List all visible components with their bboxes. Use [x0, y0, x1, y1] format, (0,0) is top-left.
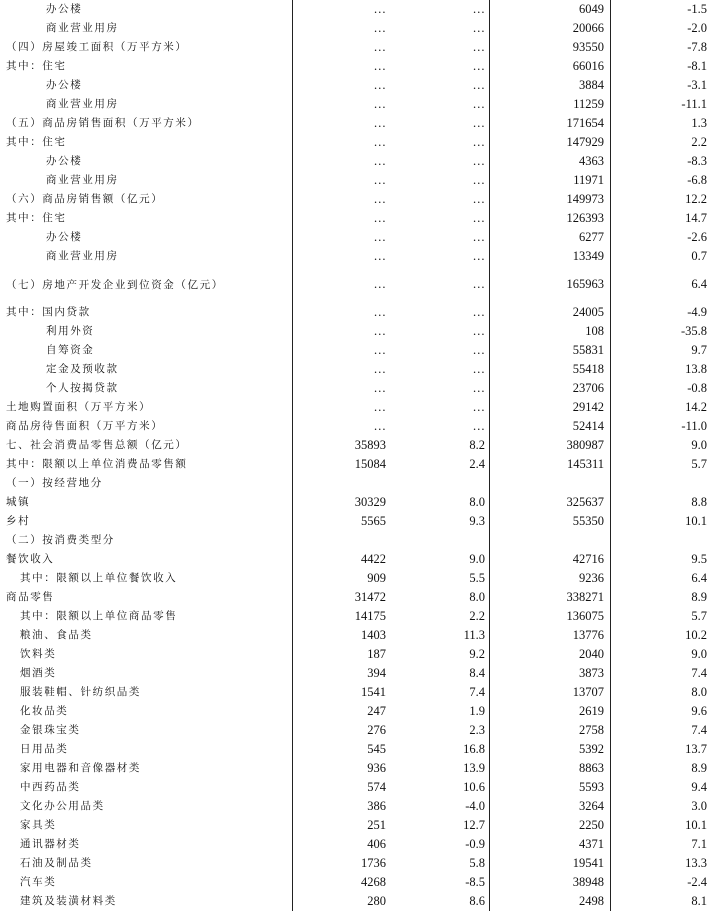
- table-row: [0, 778, 717, 797]
- row-label: 城镇: [6, 496, 31, 508]
- current-month-growth: 9.0: [469, 552, 485, 566]
- current-month-growth: …: [472, 249, 485, 263]
- cumulative-growth: 7.4: [691, 723, 707, 737]
- current-month-value: …: [373, 192, 386, 206]
- current-month-value: 14175: [354, 609, 386, 623]
- cumulative-value: 5392: [579, 742, 604, 756]
- current-month-growth: 9.3: [469, 514, 485, 528]
- current-month-growth: …: [472, 362, 485, 376]
- cumulative-value: 136075: [566, 609, 604, 623]
- cumulative-growth: -2.0: [687, 21, 707, 35]
- cumulative-growth: 9.0: [691, 647, 707, 661]
- row-label: 商业营业用房: [46, 174, 119, 186]
- cumulative-value: 29142: [572, 400, 604, 414]
- row-label: 其中：国内贷款: [6, 306, 91, 318]
- current-month-growth: -0.9: [465, 837, 485, 851]
- current-month-growth: -4.0: [465, 799, 485, 813]
- cumulative-value: 52414: [572, 419, 604, 433]
- current-month-value: 1541: [361, 685, 386, 699]
- current-month-growth: …: [472, 381, 485, 395]
- cumulative-value: 13776: [572, 628, 604, 642]
- table-row: [0, 797, 717, 816]
- current-month-value: …: [373, 249, 386, 263]
- current-month-growth: …: [472, 78, 485, 92]
- cumulative-growth: -3.1: [687, 78, 707, 92]
- cumulative-growth: -0.8: [687, 381, 707, 395]
- row-label: 七、社会消费品零售总额（亿元）: [6, 439, 188, 451]
- table-row: [0, 0, 717, 19]
- current-month-growth: 2.4: [469, 457, 485, 471]
- table-row: [0, 759, 717, 778]
- cumulative-growth: 10.1: [685, 818, 707, 832]
- cumulative-value: 11971: [573, 173, 604, 187]
- table-row: [0, 341, 717, 360]
- current-month-value: 31472: [354, 590, 386, 604]
- current-month-growth: 16.8: [463, 742, 485, 756]
- cumulative-value: 3873: [579, 666, 604, 680]
- cumulative-value: 8863: [579, 761, 604, 775]
- row-label: 饮料类: [20, 648, 57, 660]
- current-month-growth: …: [472, 277, 485, 291]
- table-row: [0, 19, 717, 38]
- current-month-growth: -8.5: [465, 875, 485, 889]
- cumulative-value: 55418: [572, 362, 604, 376]
- row-label: 办公楼: [46, 231, 83, 243]
- cumulative-growth: 2.2: [691, 135, 707, 149]
- current-month-value: …: [373, 277, 386, 291]
- cumulative-value: 3884: [579, 78, 604, 92]
- table-row: [0, 569, 717, 588]
- current-month-growth: 2.3: [469, 723, 485, 737]
- table-row: [0, 379, 717, 398]
- current-month-value: …: [373, 400, 386, 414]
- table-row: [0, 474, 717, 493]
- row-label: 中西药品类: [20, 781, 81, 793]
- table-row: [0, 322, 717, 341]
- cumulative-growth: 7.1: [691, 837, 707, 851]
- cumulative-value: 6049: [579, 2, 604, 16]
- cumulative-growth: -6.8: [687, 173, 707, 187]
- cumulative-value: 66016: [572, 59, 604, 73]
- cumulative-value: 5593: [579, 780, 604, 794]
- cumulative-growth: 13.7: [685, 742, 707, 756]
- row-label: 乡村: [6, 515, 31, 527]
- current-month-growth: …: [472, 192, 485, 206]
- cumulative-growth: 5.7: [691, 609, 707, 623]
- row-label: 其中：住宅: [6, 136, 67, 148]
- cumulative-growth: 8.1: [691, 894, 707, 908]
- current-month-growth: 10.6: [463, 780, 485, 794]
- row-label: 土地购置面积（万平方米）: [6, 401, 152, 413]
- cumulative-value: 20066: [572, 21, 604, 35]
- cumulative-value: 2040: [579, 647, 604, 661]
- current-month-growth: …: [472, 230, 485, 244]
- current-month-growth: …: [472, 419, 485, 433]
- current-month-growth: …: [472, 173, 485, 187]
- current-month-value: 251: [367, 818, 386, 832]
- current-month-growth: 5.8: [469, 856, 485, 870]
- cumulative-growth: 8.9: [691, 590, 707, 604]
- cumulative-value: 11259: [573, 97, 604, 111]
- current-month-value: …: [373, 324, 386, 338]
- row-label: （七）房地产开发企业到位资金（亿元）: [6, 278, 224, 291]
- current-month-growth: …: [472, 40, 485, 54]
- table-row: [0, 171, 717, 190]
- current-month-growth: …: [472, 343, 485, 357]
- cumulative-growth: 13.3: [685, 856, 707, 870]
- current-month-value: 30329: [354, 495, 386, 509]
- row-label: 石油及制品类: [20, 857, 93, 869]
- cumulative-growth: -11.0: [681, 419, 707, 433]
- table-row: [0, 607, 717, 626]
- table-row: [0, 360, 717, 379]
- cumulative-growth: -11.1: [681, 97, 707, 111]
- table-row: [0, 626, 717, 645]
- row-label: 建筑及装潢材料类: [20, 895, 117, 907]
- row-label: 金银珠宝类: [20, 724, 81, 736]
- current-month-growth: …: [472, 211, 485, 225]
- cumulative-value: 2619: [579, 704, 604, 718]
- cumulative-value: 4371: [579, 837, 604, 851]
- cumulative-growth: -2.6: [687, 230, 707, 244]
- row-label: 粮油、食品类: [20, 629, 93, 641]
- cumulative-growth: 0.7: [691, 249, 707, 263]
- row-label: （六）商品房销售额（亿元）: [6, 193, 164, 205]
- cumulative-value: 2498: [579, 894, 604, 908]
- current-month-value: …: [373, 97, 386, 111]
- current-month-value: 406: [367, 837, 386, 851]
- row-label: 家用电器和音像器材类: [20, 762, 141, 774]
- row-label: 烟酒类: [20, 667, 57, 679]
- table-row: [0, 588, 717, 607]
- cumulative-value: 145311: [566, 457, 604, 471]
- cumulative-growth: -1.5: [687, 2, 707, 16]
- table-row: [0, 228, 717, 247]
- cumulative-value: 147929: [566, 135, 604, 149]
- current-month-value: 386: [367, 799, 386, 813]
- table-row: [0, 436, 717, 455]
- cumulative-value: 38948: [572, 875, 604, 889]
- current-month-value: …: [373, 116, 386, 130]
- current-month-value: …: [373, 173, 386, 187]
- row-label: 商业营业用房: [46, 22, 119, 34]
- table-row: [0, 417, 717, 436]
- row-label: （一）按经营地分: [6, 477, 103, 489]
- current-month-growth: 9.2: [469, 647, 485, 661]
- row-label: 商业营业用房: [46, 250, 119, 262]
- table-row: [0, 114, 717, 133]
- cumulative-growth: 12.2: [685, 192, 707, 206]
- current-month-growth: …: [472, 400, 485, 414]
- cumulative-growth: 10.2: [685, 628, 707, 642]
- cumulative-value: 3264: [579, 799, 604, 813]
- row-label: （二）按消费类型分: [6, 534, 115, 546]
- cumulative-value: 338271: [566, 590, 604, 604]
- table-row: [0, 683, 717, 702]
- table-row: [0, 209, 717, 228]
- row-label: 办公楼: [46, 155, 83, 167]
- table-row: [0, 816, 717, 835]
- current-month-growth: 8.4: [469, 666, 485, 680]
- table-row: [0, 550, 717, 569]
- table-row: [0, 531, 717, 550]
- current-month-growth: 2.2: [469, 609, 485, 623]
- current-month-growth: 11.3: [463, 628, 485, 642]
- cumulative-value: 171654: [566, 116, 604, 130]
- cumulative-value: 24005: [572, 305, 604, 319]
- cumulative-value: 19541: [572, 856, 604, 870]
- current-month-value: …: [373, 230, 386, 244]
- current-month-value: 1403: [361, 628, 386, 642]
- current-month-growth: 7.4: [469, 685, 485, 699]
- current-month-value: …: [373, 154, 386, 168]
- row-label: 商品零售: [6, 591, 55, 603]
- table-row: [0, 740, 717, 759]
- row-label: 服装鞋帽、针纺织品类: [20, 686, 141, 698]
- cumulative-growth: 13.8: [685, 362, 707, 376]
- cumulative-value: 325637: [566, 495, 604, 509]
- row-label: （五）商品房销售面积（万平方米）: [6, 117, 200, 129]
- cumulative-value: 165963: [566, 277, 604, 291]
- row-label: （四）房屋竣工面积（万平方米）: [6, 41, 188, 53]
- current-month-value: 545: [367, 742, 386, 756]
- cumulative-growth: 9.7: [691, 343, 707, 357]
- current-month-value: …: [373, 419, 386, 433]
- table-row: [0, 247, 717, 266]
- cumulative-growth: 6.4: [691, 571, 707, 585]
- current-month-value: …: [373, 381, 386, 395]
- current-month-growth: …: [472, 97, 485, 111]
- table-row: [0, 152, 717, 171]
- current-month-growth: …: [472, 116, 485, 130]
- row-label: 其中：住宅: [6, 212, 67, 224]
- current-month-value: 4268: [361, 875, 386, 889]
- table-row: [0, 398, 717, 417]
- current-month-value: 909: [367, 571, 386, 585]
- current-month-growth: …: [472, 2, 485, 16]
- cumulative-growth: 6.4: [691, 277, 707, 291]
- row-label: 其中：限额以上单位商品零售: [20, 610, 178, 622]
- current-month-value: 394: [367, 666, 386, 680]
- cumulative-growth: 9.5: [691, 552, 707, 566]
- current-month-value: 4422: [361, 552, 386, 566]
- cumulative-growth: 8.9: [691, 761, 707, 775]
- cumulative-growth: 9.4: [691, 780, 707, 794]
- cumulative-value: 126393: [566, 211, 604, 225]
- current-month-value: 280: [367, 894, 386, 908]
- current-month-growth: …: [472, 59, 485, 73]
- current-month-value: 5565: [361, 514, 386, 528]
- row-label: 家具类: [20, 819, 57, 831]
- current-month-growth: …: [472, 324, 485, 338]
- current-month-growth: 5.5: [469, 571, 485, 585]
- cumulative-growth: 10.1: [685, 514, 707, 528]
- cumulative-growth: 8.8: [691, 495, 707, 509]
- cumulative-growth: -4.9: [687, 305, 707, 319]
- cumulative-value: 55831: [572, 343, 604, 357]
- row-label: 汽车类: [20, 876, 57, 888]
- current-month-value: …: [373, 78, 386, 92]
- table-row: [0, 873, 717, 892]
- current-month-value: …: [373, 135, 386, 149]
- cumulative-growth: 9.6: [691, 704, 707, 718]
- table-row: [0, 835, 717, 854]
- cumulative-growth: 8.0: [691, 685, 707, 699]
- current-month-growth: …: [472, 154, 485, 168]
- cumulative-growth: 7.4: [691, 666, 707, 680]
- current-month-value: 187: [367, 647, 386, 661]
- cumulative-growth: -35.8: [680, 324, 707, 338]
- cumulative-growth: -8.3: [687, 154, 707, 168]
- table-row: [0, 721, 717, 740]
- row-label: 定金及预收款: [46, 363, 119, 375]
- current-month-value: 276: [367, 723, 386, 737]
- current-month-value: 936: [367, 761, 386, 775]
- current-month-growth: 8.2: [469, 438, 485, 452]
- current-month-value: …: [373, 343, 386, 357]
- cumulative-growth: 3.0: [691, 799, 707, 813]
- current-month-growth: 1.9: [469, 704, 485, 718]
- current-month-growth: 13.9: [463, 761, 485, 775]
- cumulative-value: 2250: [579, 818, 604, 832]
- current-month-growth: 8.6: [469, 894, 485, 908]
- cumulative-growth: 1.3: [691, 116, 707, 130]
- cumulative-growth: 9.0: [691, 438, 707, 452]
- current-month-growth: 8.0: [469, 495, 485, 509]
- table-row: [0, 455, 717, 474]
- row-label: 餐饮收入: [6, 553, 55, 565]
- row-label: 通讯器材类: [20, 838, 81, 850]
- cumulative-value: 93550: [572, 40, 604, 54]
- current-month-value: …: [373, 21, 386, 35]
- table-row: [0, 76, 717, 95]
- table-row: [0, 57, 717, 76]
- row-label: 个人按揭贷款: [46, 382, 119, 394]
- current-month-growth: 8.0: [469, 590, 485, 604]
- cumulative-value: 149973: [566, 192, 604, 206]
- cumulative-growth: -8.1: [687, 59, 707, 73]
- table-row: [0, 190, 717, 209]
- current-month-value: 15084: [354, 457, 386, 471]
- table-row: [0, 133, 717, 152]
- table-row: [0, 266, 717, 303]
- cumulative-growth: -2.4: [687, 875, 707, 889]
- table-row: [0, 645, 717, 664]
- cumulative-growth: -7.8: [687, 40, 707, 54]
- row-label: 其中：限额以上单位消费品零售额: [6, 458, 188, 470]
- current-month-value: 1736: [361, 856, 386, 870]
- row-label: 商品房待售面积（万平方米）: [6, 420, 164, 432]
- current-month-growth: …: [472, 305, 485, 319]
- cumulative-value: 4363: [579, 154, 604, 168]
- table-row: [0, 512, 717, 531]
- table-row: [0, 664, 717, 683]
- row-label: 日用品类: [20, 743, 69, 755]
- current-month-value: …: [373, 2, 386, 16]
- row-label: 其中：住宅: [6, 60, 67, 72]
- table-row: [0, 702, 717, 721]
- row-label: 其中：限额以上单位餐饮收入: [20, 572, 178, 584]
- cumulative-growth: 5.7: [691, 457, 707, 471]
- table-row: [0, 303, 717, 322]
- cumulative-value: 9236: [579, 571, 604, 585]
- current-month-value: 247: [367, 704, 386, 718]
- current-month-value: …: [373, 59, 386, 73]
- table-row: [0, 95, 717, 114]
- cumulative-value: 13349: [572, 249, 604, 263]
- cumulative-value: 13707: [572, 685, 604, 699]
- current-month-value: 35893: [354, 438, 386, 452]
- cumulative-growth: 14.2: [685, 400, 707, 414]
- row-label: 化妆品类: [20, 705, 69, 717]
- row-label: 文化办公用品类: [20, 800, 105, 812]
- cumulative-value: 2758: [579, 723, 604, 737]
- current-month-value: …: [373, 305, 386, 319]
- cumulative-value: 6277: [579, 230, 604, 244]
- cumulative-value: 23706: [572, 381, 604, 395]
- row-label: 办公楼: [46, 3, 83, 15]
- row-label: 办公楼: [46, 79, 83, 91]
- row-label: 自筹资金: [46, 344, 95, 356]
- current-month-value: …: [373, 211, 386, 225]
- current-month-value: 574: [367, 780, 386, 794]
- cumulative-value: 108: [585, 324, 604, 338]
- current-month-growth: 12.7: [463, 818, 485, 832]
- current-month-value: …: [373, 40, 386, 54]
- current-month-growth: …: [472, 135, 485, 149]
- table-row: [0, 493, 717, 512]
- table-row: [0, 854, 717, 873]
- row-label: 利用外资: [46, 325, 95, 337]
- cumulative-value: 380987: [566, 438, 604, 452]
- current-month-value: …: [373, 362, 386, 376]
- current-month-growth: …: [472, 21, 485, 35]
- cumulative-growth: 14.7: [685, 211, 707, 225]
- cumulative-value: 42716: [572, 552, 604, 566]
- cumulative-value: 55350: [572, 514, 604, 528]
- row-label: 商业营业用房: [46, 98, 119, 110]
- table-row: [0, 38, 717, 57]
